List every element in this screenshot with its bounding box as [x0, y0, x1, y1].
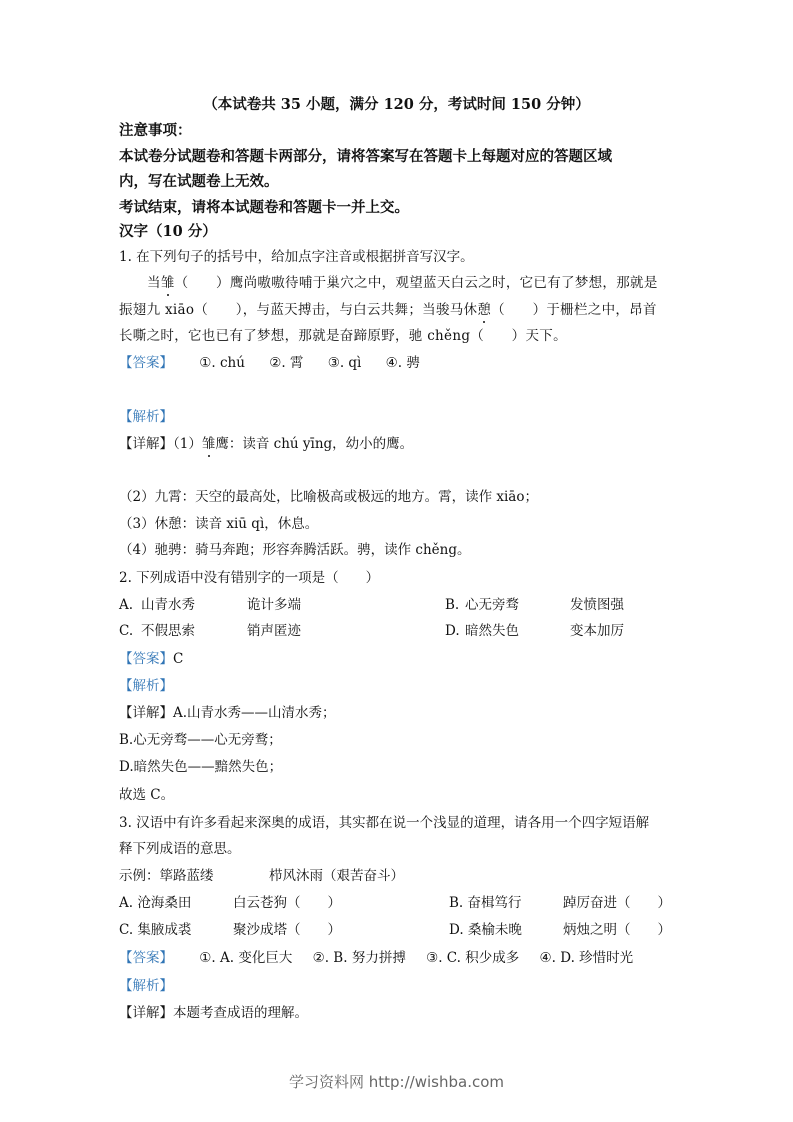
q3-option-c-pair: 聚沙成塔（ ） [233, 922, 341, 938]
q1-detail-3: （3）休憩：读音 xiū qì，休息。 [119, 516, 319, 532]
q1-analysis-tag: 【解析】 [119, 409, 173, 425]
q3-example-label: 示例：筚路蓝缕 [119, 868, 214, 884]
q2-option-d-label: D. [445, 623, 460, 639]
q1-answer-1: ①. chú [199, 355, 245, 371]
page-footer-watermark: 学习资料网 http://wishba.com [289, 1073, 504, 1091]
q1-detail-text: 鹰：读音 chú yīng，幼小的鹰。 [215, 436, 414, 452]
notice-line-1b: 内，写在试题卷上无效。 [119, 173, 279, 190]
notice-line-2: 考试结束，请将本试题卷和答题卡一并上交。 [119, 199, 409, 216]
q3-option-b: B. 奋楫笃行 [449, 895, 522, 911]
q2-option-a-word1: 山青水秀 [141, 597, 195, 613]
detail-tag: 【详解】 [119, 1005, 173, 1021]
q2-option-c-label: C. [119, 623, 134, 639]
detail-tag: 【详解】 [119, 705, 173, 721]
q1-passage-text: 当 [147, 275, 161, 291]
q2-option-b-word2: 发愤图强 [570, 597, 624, 613]
q2-option-a-label: A. [119, 597, 134, 613]
q2-answer [119, 650, 183, 668]
q1-answer-2: ②. 霄 [269, 355, 304, 371]
notice-line-1a: 本试卷分试题卷和答题卡两部分，请将答案写在答题卡上每题对应的答题区域 [119, 148, 612, 165]
answer-tag: 【答案】 [119, 950, 173, 966]
q1-passage-line-1 [147, 274, 658, 292]
q3-answer-3: ③. C. 积少成多 [426, 950, 520, 966]
q3-option-a-pair: 白云苍狗（ ） [233, 895, 341, 911]
q2-option-c-word1: 不假思索 [141, 623, 195, 639]
q3-stem-a: 3. 汉语中有许多看起来深奥的成语，其实都在说一个浅显的道理，请各用一个四字短语解 [119, 815, 650, 831]
q3-detail [119, 1004, 308, 1022]
q2-option-b-label: B. [445, 597, 460, 613]
q2-option-a-word2: 诡计多端 [247, 597, 301, 613]
q1-passage-text: 振翅九 xiāo（ ），与蓝天搏击，与白云共舞；当骏马休 [119, 302, 478, 318]
q3-answer-4: ④. D. 珍惜时光 [539, 950, 634, 966]
q3-option-d: D. 桑榆未晚 [449, 922, 522, 938]
answer-tag: 【答案】 [119, 355, 173, 371]
q1-passage-line-2 [119, 301, 657, 319]
notice-title: 注意事项： [119, 122, 192, 139]
q1-dotted-char: 雏 [201, 436, 216, 452]
q3-detail-text: 本题考查成语的理解。 [173, 1005, 308, 1021]
q1-detail-1 [119, 435, 413, 453]
q3-option-b-pair: 踔厉奋进（ ） [563, 895, 671, 911]
q3-answer [119, 949, 633, 967]
q1-passage-line-3: 长嘶之时，它也已有了梦想，那就是奋蹄原野，驰 chěng（ ）天下。 [119, 328, 567, 344]
q3-answer-2: ②. B. 努力拼搏 [312, 950, 406, 966]
q1-detail-text: （1） [173, 436, 202, 452]
q2-option-d-word1: 暗然失色 [465, 623, 519, 639]
q3-option-c: C. 集腋成裘 [119, 922, 192, 938]
q1-dotted-char: 雏 [160, 275, 175, 291]
q2-option-d-word2: 变本加厉 [570, 623, 624, 639]
q2-answer-value: C [173, 651, 184, 667]
q1-detail-4: （4）驰骋：骑马奔跑；形容奔腾活跃。骋，读作 chěng。 [119, 542, 471, 558]
q2-detail-2: B.心无旁骛——心无旁鹜； [119, 732, 282, 748]
q2-detail-text: A.山青水秀——山清水秀； [173, 705, 336, 721]
q2-detail-1 [119, 704, 336, 722]
q3-stem-b: 释下列成语的意思。 [119, 841, 241, 857]
section-title: 汉字（10 分） [119, 223, 217, 240]
q1-stem: 1. 在下列句子的括号中，给加点字注音或根据拼音写汉字。 [119, 249, 474, 265]
q3-answer-1: ①. A. 变化巨大 [199, 950, 293, 966]
q1-answer-3: ③. qì [327, 355, 362, 371]
detail-tag: 【详解】 [119, 436, 173, 452]
q3-option-a: A. 沧海桑田 [119, 895, 192, 911]
q3-option-d-pair: 炳烛之明（ ） [563, 922, 671, 938]
answer-tag: 【答案】 [119, 651, 173, 667]
q2-stem: 2. 下列成语中没有错别字的一项是（ ） [119, 570, 380, 586]
q1-detail-2: （2）九霄：天空的最高处，比喻极高或极远的地方。霄，读作 xiāo； [119, 489, 538, 505]
q1-passage-text: （ ）鹰尚嗷嗷待哺于巢穴之中，观望蓝天白云之时，它已有了梦想，那就是 [174, 275, 658, 291]
exam-header: （本试卷共 35 小题，满分 120 分，考试时间 150 分钟） [203, 96, 590, 113]
q1-passage-text: （ ）于栅栏之中，昂首 [491, 302, 657, 318]
q1-answer [119, 354, 420, 372]
q2-detail-3: D.暗然失色——黯然失色； [119, 759, 283, 775]
q2-analysis-tag: 【解析】 [119, 678, 173, 694]
q2-option-c-word2: 销声匿迹 [247, 623, 301, 639]
q2-detail-4: 故选 C。 [119, 787, 175, 803]
q3-example-2: 栉风沐雨（艰苦奋斗） [269, 868, 404, 884]
q2-option-b-word1: 心无旁骛 [465, 597, 519, 613]
q3-analysis-tag: 【解析】 [119, 978, 173, 994]
q1-answer-4: ④. 骋 [385, 355, 420, 371]
q1-dotted-char: 憩 [477, 302, 492, 318]
